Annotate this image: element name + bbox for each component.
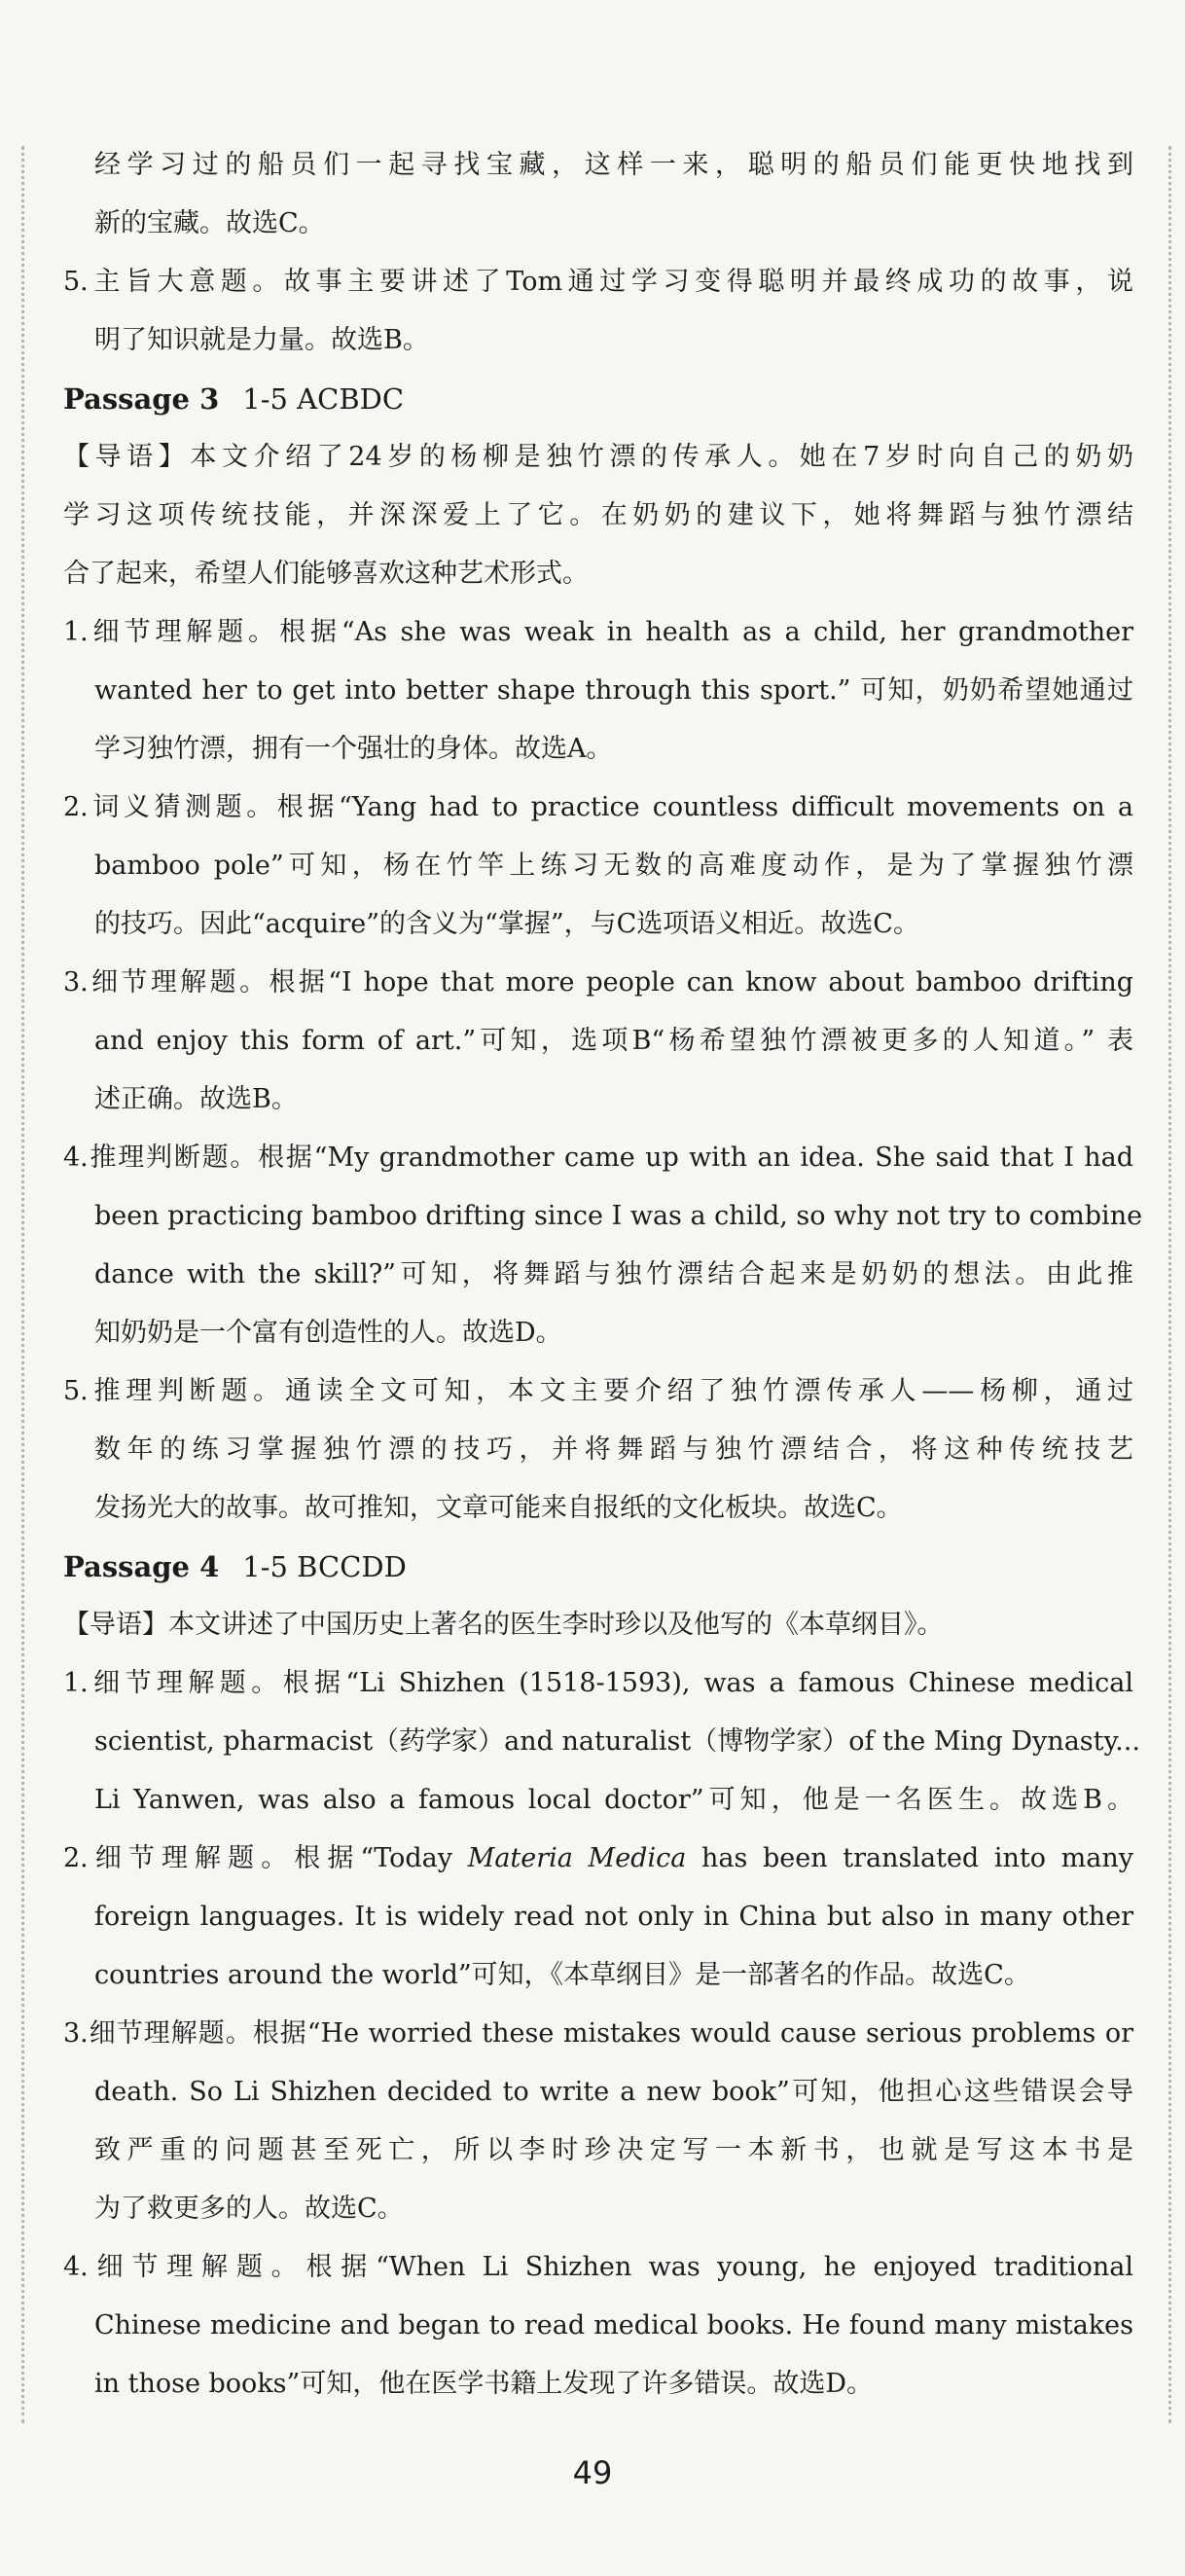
- text-line: [63, 1830, 1133, 1888]
- text-line: 学习这项传统技能，并深深爱上了它。在奶奶的建议下，她将舞蹈与独竹漂结: [63, 500, 1133, 530]
- text-line: Li Yanwen, was also a famous local doctor”可知，他是一名医生。故选B。: [94, 1785, 1133, 1815]
- text-line: 经学习过的船员们一起寻找宝藏，这样一来，聪明的船员们能更快地找到: [94, 150, 1133, 180]
- passage-answers: 1-5 BCCDD: [242, 1550, 407, 1583]
- text-line: 致严重的问题甚至死亡，所以李时珍决定写一本新书，也就是写这本书是: [94, 2135, 1133, 2165]
- book-title: Materia Medica: [467, 1843, 687, 1873]
- text-segment: 2.细节理解题。根据“Today: [63, 1843, 453, 1873]
- text-line: 明了知识就是力量。故选B。: [94, 325, 429, 355]
- text-line: scientist, pharmacist（药学家）and naturalist（博物学家）of the Ming Dynasty...: [94, 1726, 1140, 1757]
- text-line: 的技巧。因此“acquire”的含义为“掌握”，与C选项语义相近。故选C。: [94, 909, 919, 939]
- text-line: bamboo pole”可知，杨在竹竿上练习无数的高难度动作，是为了掌握独竹漂: [94, 851, 1133, 881]
- answer-key-content: [63, 136, 1143, 2413]
- text-line: been practicing bamboo drifting since I was a child, so why not try to combine: [94, 1201, 1143, 1231]
- text-line: 学习独竹漂，拥有一个强壮的身体。故选A。: [94, 734, 613, 764]
- passage-3-heading: [63, 370, 1133, 428]
- text-line: death. So Li Shizhen decided to write a new book”可知，他担心这些错误会导: [94, 2077, 1133, 2107]
- right-dotted-border: [1168, 146, 1171, 2423]
- passage-title: Passage 3: [63, 382, 220, 416]
- text-line: in those books”可知，他在医学书籍上发现了许多错误。故选D。: [94, 2369, 873, 2399]
- text-line: 【导语】本文讲述了中国历史上著名的医生李时珍以及他写的《本草纲目》。: [63, 1610, 944, 1640]
- text-line: 述正确。故选B。: [94, 1084, 298, 1114]
- text-line: 5.主旨大意题。故事主要讲述了Tom通过学习变得聪明并最终成功的故事，说: [63, 267, 1133, 297]
- text-line: 4.推理判断题。根据“My grandmother came up with an idea. She said that I had: [63, 1143, 1133, 1173]
- text-line: 3.细节理解题。根据“I hope that more people can know about bamboo drifting: [63, 967, 1133, 998]
- passage-4-heading: [63, 1538, 1133, 1596]
- passage-title: Passage 4: [63, 1550, 220, 1583]
- text-line: 4.细节理解题。根据“When Li Shizhen was young, he enjoyed traditional: [63, 2252, 1133, 2282]
- text-line: countries around the world”可知，《本草纲目》是一部著名的作品。故选C。: [94, 1960, 1030, 1990]
- text-line: 发扬光大的故事。故可推知，文章可能来自报纸的文化板块。故选C。: [94, 1493, 903, 1523]
- text-line: 为了救更多的人。故选C。: [94, 2194, 404, 2224]
- page-number: 49: [572, 2454, 613, 2491]
- text-line: 【导语】本文介绍了24岁的杨柳是独竹漂的传承人。她在7岁时向自己的奶奶: [63, 442, 1133, 472]
- text-line: 2.词义猜测题。根据“Yang had to practice countless difficult movements on a: [63, 792, 1133, 822]
- left-dotted-border: [21, 146, 24, 2423]
- text-line: 数年的练习掌握独竹漂的技巧，并将舞蹈与独竹漂结合，将这种传统技艺: [94, 1434, 1133, 1465]
- text-segment: has been translated into many: [700, 1843, 1133, 1873]
- text-line: 1.细节理解题。根据“As she was weak in health as a child, her grandmother: [63, 617, 1133, 647]
- text-line: 1.细节理解题。根据“Li Shizhen (1518-1593), was a famous Chinese medical: [63, 1668, 1133, 1698]
- text-line: Chinese medicine and began to read medical books. He found many mistakes: [94, 2310, 1133, 2340]
- text-line: 5.推理判断题。通读全文可知，本文主要介绍了独竹漂传承人——杨柳，通过: [63, 1376, 1133, 1406]
- passage-answers: 1-5 ACBDC: [242, 382, 405, 416]
- text-line: and enjoy this form of art.”可知，选项B“杨希望独竹漂被更多的人知道。” 表: [94, 1026, 1133, 1056]
- text-line: 新的宝藏。故选C。: [94, 208, 325, 238]
- text-line: foreign languages. It is widely read not only in China but also in many other: [94, 1902, 1133, 1932]
- text-line: 3.细节理解题。根据“He worried these mistakes would cause serious problems or: [63, 2018, 1133, 2049]
- text-line: 合了起来，希望人们能够喜欢这种艺术形式。: [63, 559, 589, 589]
- text-line: dance with the skill?”可知，将舞蹈与独竹漂结合起来是奶奶的想法。由此推: [94, 1259, 1133, 1289]
- text-line: wanted her to get into better shape through this sport.” 可知，奶奶希望她通过: [94, 675, 1133, 706]
- text-line: 知奶奶是一个富有创造性的人。故选D。: [94, 1318, 562, 1348]
